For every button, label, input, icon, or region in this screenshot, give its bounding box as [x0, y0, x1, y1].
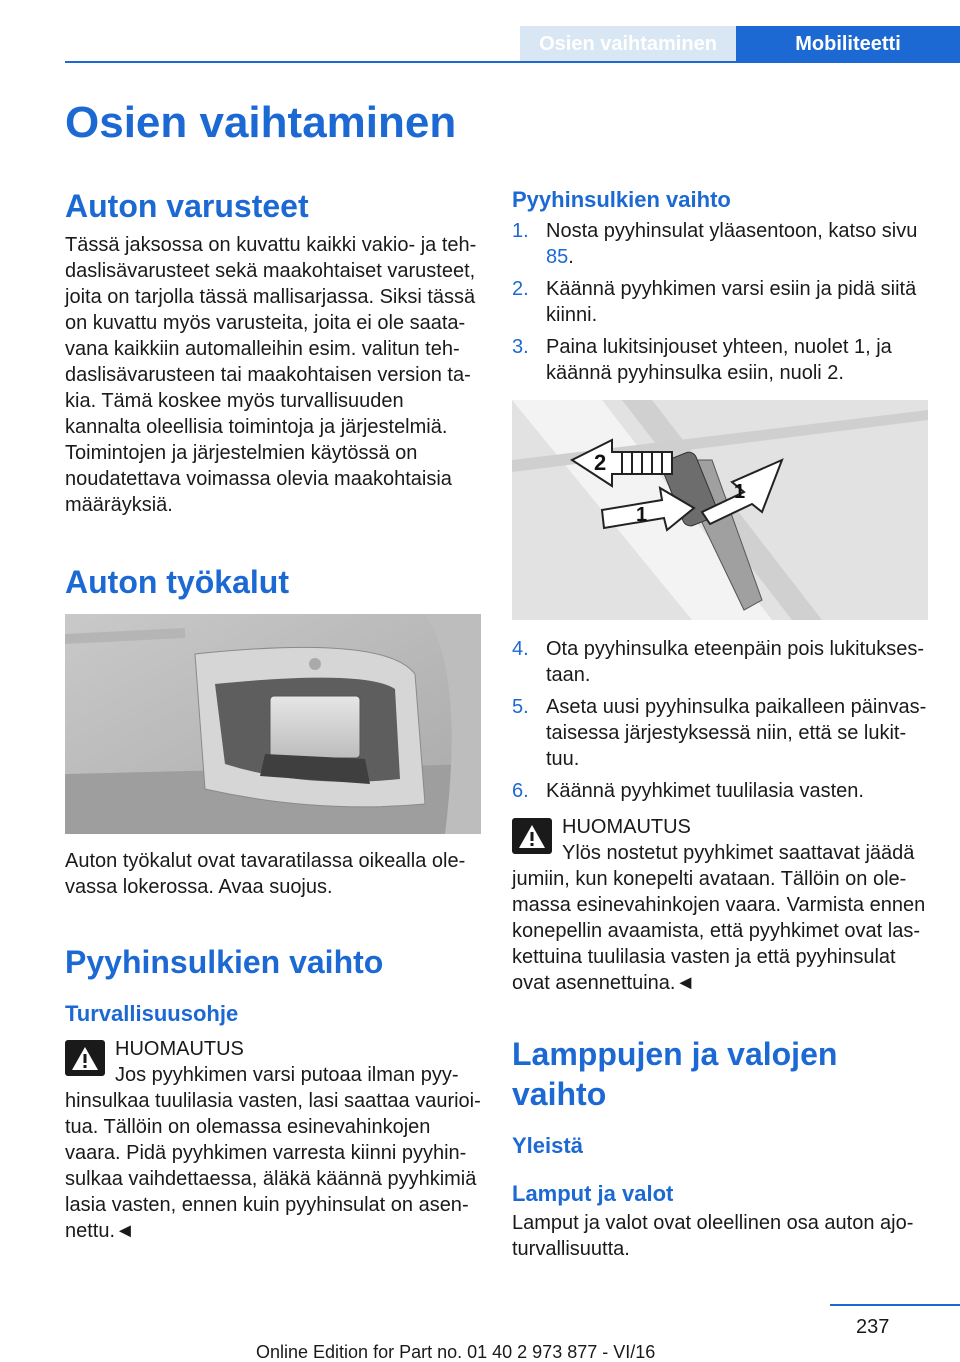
step-item [512, 218, 932, 270]
edition-line: Online Edition for Part no. 01 40 2 973 877 - VI/16 [256, 1342, 656, 1362]
tools-text: Auton työkalut ovat tavaratilassa oikealla olevassa lokerossa. Avaa suojus. [65, 850, 466, 898]
footer-rule [830, 1304, 960, 1306]
figure-label: 2 [594, 450, 607, 475]
step-number: 4. [512, 638, 529, 660]
equipment-heading: Auton varusteet [65, 188, 309, 224]
step-text: Paina lukitsinjouset yhteen, nuolet 1, ja käännä pyyhinsulka esiin, nuoli 2. [546, 336, 892, 384]
warning-icon [65, 1040, 105, 1076]
step-text: Nosta pyyhinsulat yläasentoon, katso sivu 85. [546, 220, 918, 268]
wiper-release-figure [512, 400, 928, 620]
lights-text: Lamput ja valot ovat oleellinen osa auton ajoturvallisuutta. [512, 1212, 914, 1260]
step-text: Aseta uusi pyyhinsulka paikalleen päinvastaisessa järjestyksessä niin, että se lukittuu. [546, 696, 927, 770]
step-item [512, 636, 932, 688]
warning-text: Ylös nostetut pyyhkimet saattavat jäädä jumiin, kun konepelti avataan. Tällöin on olemassa esinevahinkojen vaara. Varmista ennen konepellin avaamista, että pyyhkimet ovat laskettuina tuulilasia vasten ja että pyyhinsulat ovat asennettuina.◄ [512, 842, 926, 994]
tools-heading: Auton työkalut [65, 564, 289, 600]
step-text: Käännä pyyhkimet tuulilasia vasten. [546, 780, 864, 802]
step-item [512, 334, 932, 386]
tools-compartment-photo [65, 614, 481, 834]
step-number: 5. [512, 696, 529, 718]
figure-label: 1 [734, 481, 746, 503]
wiper-release-illustration [512, 400, 928, 620]
tools-compartment-illustration [65, 614, 481, 834]
page-link[interactable]: 85 [546, 246, 569, 268]
right-column [512, 180, 932, 1262]
equipment-text: Tässä jaksossa on kuvattu kaikki vakio- ja tehdaslisävarusteet sekä maakohtaiset varusteet, joita on tarjolla tässä mallisarjassa. Siksi tässä on kuvattu myös varusteita, joita ei ole saatavana kaikkiin automalleihin esim. valitun tehdaslisävarusteen tai maakohtaisen version takia. Tämä koskee myös turvallisuuden kannalta oleellisia toimintoja ja järjestelmiä. Toimintojen ja järjestelmien käytössä on noudatettava voimassa olevia maakohtaisia määräyksiä. [65, 234, 477, 516]
wiper-subheading: Pyyhinsulkien vaihto [512, 187, 731, 212]
warning-icon [512, 818, 552, 854]
warning-text: Jos pyyhkimen varsi putoaa ilman pyyhinsulkaa tuulilasia vasten, lasi saattaa vaurioitua. Tällöin on olemassa esinevahinkojen vaara. Pidä pyyhkimen varresta kiinni pyyhinsulkaa vaihdettaessa, äläkä käännä pyyhkimiä lasia vasten, ennen kuin pyyhinsulat on asennettu.◄ [65, 1064, 481, 1242]
warning-label: HUOMAUTUS [115, 1038, 244, 1060]
figure-label: 1 [636, 504, 648, 526]
wiper-steps-second [512, 636, 932, 804]
lights-heading: Lamput ja valot [512, 1181, 674, 1206]
step-number: 6. [512, 780, 529, 802]
safety-heading: Turvallisuusohje [65, 1001, 239, 1026]
header-section-tab: Osien vaihtaminen [520, 26, 736, 62]
page-number: 237 [856, 1316, 890, 1338]
page-title: Osien vaihtaminen [65, 98, 457, 147]
header-rule [65, 61, 960, 63]
wiper-heading: Pyyhinsulkien vaihto [65, 944, 384, 980]
hood-warning [512, 814, 932, 996]
general-heading: Yleistä [512, 1133, 583, 1158]
wiper-steps-first [512, 218, 932, 386]
wiper-warning [65, 1036, 481, 1244]
step-number: 2. [512, 278, 529, 300]
step-number: 3. [512, 336, 529, 358]
step-item [512, 694, 932, 772]
step-text: Ota pyyhinsulka eteenpäin pois lukituksestaan. [546, 638, 924, 686]
step-item [512, 276, 932, 328]
header-chapter-tab: Mobiliteetti [736, 26, 960, 62]
left-column [65, 180, 481, 1244]
step-number: 1. [512, 220, 529, 242]
lamps-heading: Lamppujen ja valojen vaihto [512, 1036, 838, 1112]
warning-label: HUOMAUTUS [562, 816, 691, 838]
step-text: Käännä pyyhkimen varsi esiin ja pidä siitä kiinni. [546, 278, 917, 326]
step-item [512, 778, 932, 804]
